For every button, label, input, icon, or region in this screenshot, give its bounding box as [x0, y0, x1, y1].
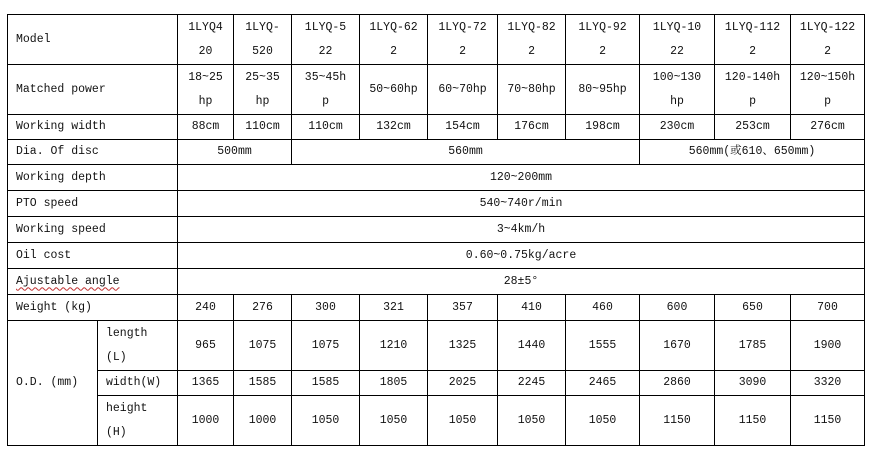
height-cell: 1000 [178, 396, 234, 446]
weight-cell: 410 [498, 295, 566, 321]
weight-row [8, 295, 865, 321]
width-cell: 230cm [640, 115, 715, 140]
speed-value: 3~4km/h [178, 217, 865, 243]
height-cell: 1050 [292, 396, 360, 446]
speed-label: Working speed [8, 217, 178, 243]
length-label: length (L) [98, 321, 178, 371]
weight-cell: 240 [178, 295, 234, 321]
width-dim-cell: 3320 [791, 371, 865, 396]
width-dim-cell: 1365 [178, 371, 234, 396]
model-cell: 1LYQ-5 22 [292, 15, 360, 65]
disc-label: Dia. Of disc [8, 140, 178, 165]
length-cell: 1210 [360, 321, 428, 371]
width-cell: 276cm [791, 115, 865, 140]
width-dim-cell: 1585 [234, 371, 292, 396]
length-cell: 1785 [715, 321, 791, 371]
weight-cell: 600 [640, 295, 715, 321]
height-cell: 1050 [360, 396, 428, 446]
power-cell: 25~35 hp [234, 65, 292, 115]
width-dim-cell: 2465 [566, 371, 640, 396]
weight-cell: 700 [791, 295, 865, 321]
model-cell: 1LYQ-62 2 [360, 15, 428, 65]
power-cell: 50~60hp [360, 65, 428, 115]
width-cell: 88cm [178, 115, 234, 140]
power-cell: 120~150h p [791, 65, 865, 115]
width-cell: 132cm [360, 115, 428, 140]
width-dim-row [8, 371, 865, 396]
working-width-row [8, 115, 865, 140]
power-cell: 35~45h p [292, 65, 360, 115]
width-dim-label: width(W) [98, 371, 178, 396]
weight-cell: 460 [566, 295, 640, 321]
power-cell: 60~70hp [428, 65, 498, 115]
weight-label: Weight (kg) [8, 295, 178, 321]
width-dim-cell: 2025 [428, 371, 498, 396]
disc-cell: 560mm [292, 140, 640, 165]
disc-cell: 560mm(或610、650mm) [640, 140, 865, 165]
power-cell: 70~80hp [498, 65, 566, 115]
length-cell: 1325 [428, 321, 498, 371]
width-dim-cell: 1805 [360, 371, 428, 396]
length-row [8, 321, 865, 371]
power-cell: 120-140h p [715, 65, 791, 115]
length-cell: 1555 [566, 321, 640, 371]
width-cell: 110cm [292, 115, 360, 140]
model-cell: 1LYQ-82 2 [498, 15, 566, 65]
length-cell: 1670 [640, 321, 715, 371]
model-cell: 1LYQ-10 22 [640, 15, 715, 65]
oil-value: 0.60~0.75kg/acre [178, 243, 865, 269]
model-cell: 1LYQ- 520 [234, 15, 292, 65]
oil-row [8, 243, 865, 269]
spec-table [7, 14, 865, 446]
width-dim-cell: 2860 [640, 371, 715, 396]
disc-cell: 500mm [178, 140, 292, 165]
depth-row [8, 165, 865, 191]
length-cell: 1440 [498, 321, 566, 371]
model-cell: 1LYQ-72 2 [428, 15, 498, 65]
height-cell: 1050 [428, 396, 498, 446]
height-cell: 1050 [498, 396, 566, 446]
model-cell: 1LYQ4 20 [178, 15, 234, 65]
width-dim-cell: 2245 [498, 371, 566, 396]
weight-cell: 276 [234, 295, 292, 321]
weight-cell: 650 [715, 295, 791, 321]
pto-label: PTO speed [8, 191, 178, 217]
width-cell: 154cm [428, 115, 498, 140]
working-width-label: Working width [8, 115, 178, 140]
model-cell: 1LYQ-92 2 [566, 15, 640, 65]
height-cell: 1150 [715, 396, 791, 446]
od-label: O.D. (mm) [8, 321, 98, 446]
height-cell: 1150 [640, 396, 715, 446]
height-label: height (H) [98, 396, 178, 446]
width-dim-cell: 1585 [292, 371, 360, 396]
power-cell: 80~95hp [566, 65, 640, 115]
depth-value: 120~200mm [178, 165, 865, 191]
model-label: Model [8, 15, 178, 65]
angle-row [8, 269, 865, 295]
length-cell: 1075 [234, 321, 292, 371]
pto-value: 540~740r/min [178, 191, 865, 217]
angle-label: Ajustable angle [8, 269, 178, 295]
width-cell: 253cm [715, 115, 791, 140]
model-row [8, 15, 865, 65]
power-label: Matched power [8, 65, 178, 115]
length-cell: 965 [178, 321, 234, 371]
height-row [8, 396, 865, 446]
width-cell: 198cm [566, 115, 640, 140]
pto-row [8, 191, 865, 217]
model-cell: 1LYQ-112 2 [715, 15, 791, 65]
height-cell: 1000 [234, 396, 292, 446]
power-cell: 100~130 hp [640, 65, 715, 115]
speed-row [8, 217, 865, 243]
oil-label: Oil cost [8, 243, 178, 269]
model-cell: 1LYQ-122 2 [791, 15, 865, 65]
disc-row [8, 140, 865, 165]
angle-value: 28±5° [178, 269, 865, 295]
power-cell: 18~25 hp [178, 65, 234, 115]
width-cell: 176cm [498, 115, 566, 140]
weight-cell: 321 [360, 295, 428, 321]
width-dim-cell: 3090 [715, 371, 791, 396]
length-cell: 1900 [791, 321, 865, 371]
width-cell: 110cm [234, 115, 292, 140]
height-cell: 1150 [791, 396, 865, 446]
weight-cell: 357 [428, 295, 498, 321]
length-cell: 1075 [292, 321, 360, 371]
height-cell: 1050 [566, 396, 640, 446]
weight-cell: 300 [292, 295, 360, 321]
depth-label: Working depth [8, 165, 178, 191]
power-row [8, 65, 865, 115]
